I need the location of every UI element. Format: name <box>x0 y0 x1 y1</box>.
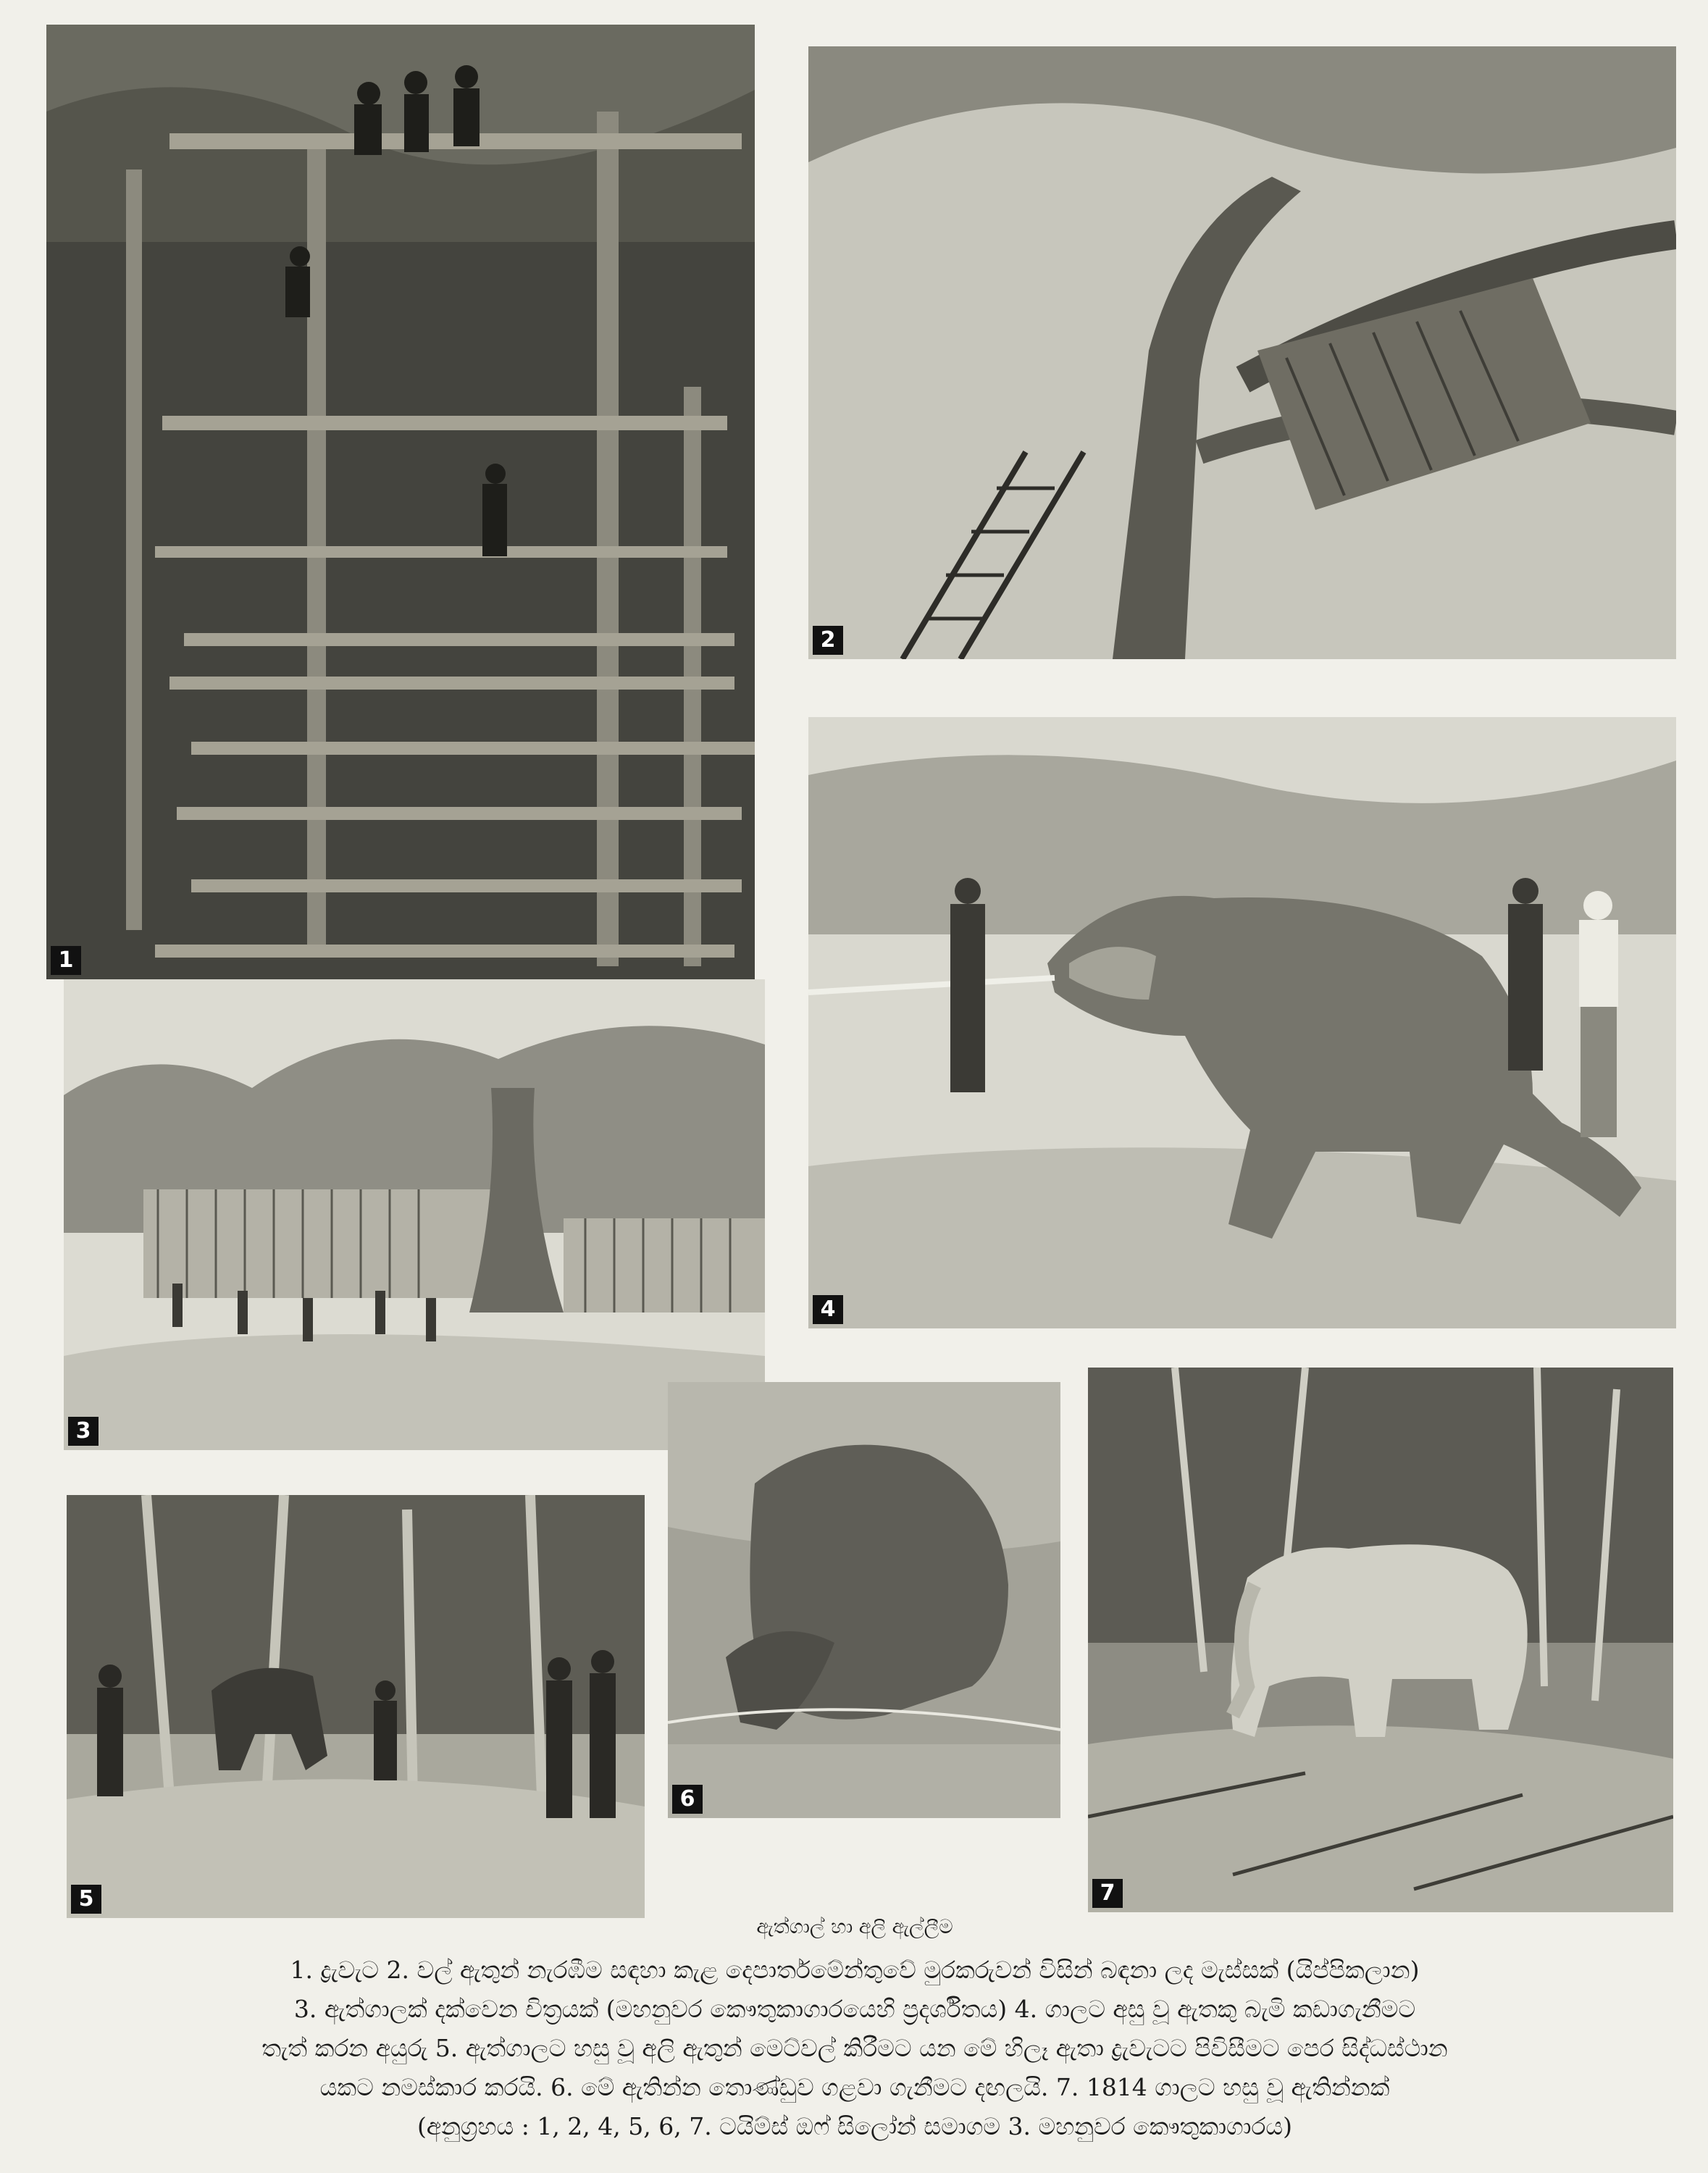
plate-5-image <box>67 1495 645 1918</box>
plate-3-image <box>64 979 765 1450</box>
plate-5-photo <box>67 1495 645 1918</box>
caption-credits: (අනුග්‍රහය : 1, 2, 4, 5, 6, 7. ටයිම්ස් ඔෆ් සිලෝන් සමාගම 3. මහනුවර කෞතුකාගාරය) <box>416 2112 1293 2140</box>
plate-1-number: 1 <box>51 946 81 975</box>
plate-6-number: 6 <box>672 1785 703 1814</box>
plate-4-photo <box>808 717 1676 1328</box>
plate-4-image <box>808 717 1676 1328</box>
plate-1-photo <box>46 25 755 979</box>
plate-1-image <box>46 25 755 979</box>
caption-title: ඇත්ගාල් හා අලි ඇල්ලීම <box>756 1916 953 1938</box>
plate-7-number: 7 <box>1092 1879 1123 1908</box>
plate-7-image <box>1088 1368 1673 1912</box>
plate-3-number: 3 <box>68 1417 99 1446</box>
plate-5-number: 5 <box>71 1885 101 1914</box>
plate-2-photo <box>808 46 1676 659</box>
plate-2-image <box>808 46 1676 659</box>
plate-4-number: 4 <box>813 1295 843 1324</box>
plate-3-photo <box>64 979 765 1450</box>
caption-line-4: යකට නමස්කාර කරයි. 6. මේ ඇතින්න තොණ්ඩුව ගළවා ගැනීමට දඟලයි. 7. 1814 ගාලට හසු වූ ඇතින්නක් <box>319 2073 1390 2101</box>
plate-2-number: 2 <box>813 626 843 655</box>
plate-7-photo <box>1088 1368 1673 1912</box>
plate-6-image <box>668 1382 1060 1818</box>
caption-line-2: 3. ඇත්ගාලක් දක්වෙන චිත්‍රයක් (මහනුවර කෞතුකාගාරයෙහි ප්‍රදර්ශිතය) 4. ගාලට අසු වූ ඇතකු බැමි කඩාගැනීමට <box>293 1995 1416 2023</box>
figure-caption <box>72 1916 1637 2146</box>
caption-line-1: 1. ද්‍රැවැට 2. වල් ඇතුන් නැරඹීම සඳහා කැළ දෙපාර්තමේන්තුවේ මුරකරුවන් විසින් බඳනා ලද මැස්සක් (යිප්පිකලාන) <box>290 1956 1420 1984</box>
plate-6-photo <box>668 1382 1060 1818</box>
caption-line-3: තැත් කරන අයුරු 5. ඇත්ගාලට හසු වූ අලි ඇතුන් මෙට්වල් කිරීමට යන මේ හිලෑ ඇතා ද්‍රැවැටට පිවිසීමට පෙර සිද්ධස්ථාන <box>261 2034 1448 2062</box>
